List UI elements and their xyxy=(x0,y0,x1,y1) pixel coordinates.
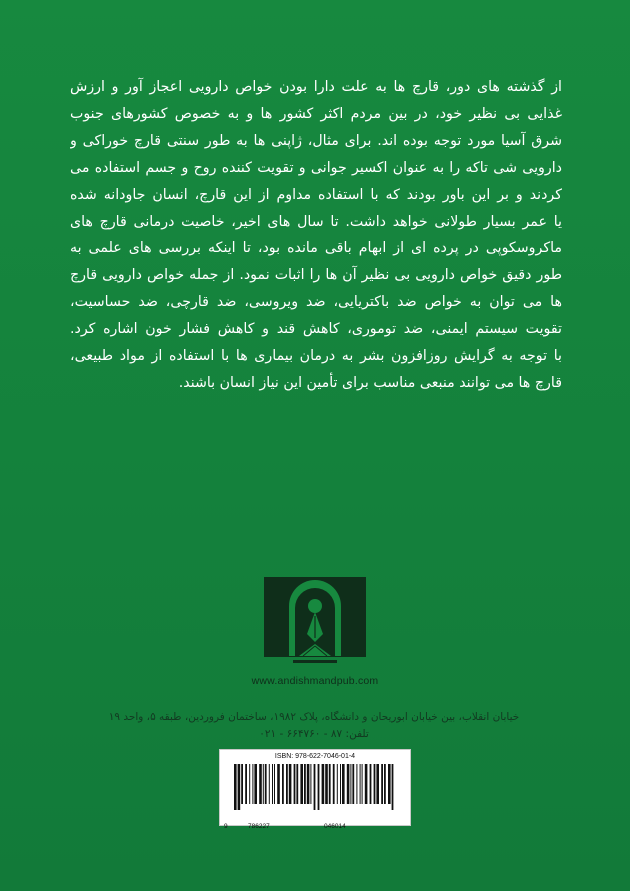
barcode-bar xyxy=(245,764,247,804)
blurb-line: شرق آسیا مورد توجه بوده اند. برای مثال، ژاپنی ها به طور سنتی قارچ خوراکی و xyxy=(70,132,562,149)
barcode-bar xyxy=(259,764,262,804)
barcode-bar xyxy=(362,764,363,804)
blurb-line: طور دقیق خواص دارویی بی نظیر آن ها را اثبات نمود. از جمله خواص دارویی قارچ xyxy=(70,267,562,284)
barcode-bar xyxy=(350,764,351,804)
back-cover-blurb xyxy=(70,74,562,397)
barcode-digit-right: 046014 xyxy=(324,823,346,830)
phone-line: تلفن: ۸۷ - ۶۶۴۷۶۰ - ۰۲۱ xyxy=(259,728,369,740)
barcode-bar xyxy=(392,764,394,810)
barcode-bar xyxy=(310,764,311,804)
barcode-bar xyxy=(286,764,288,804)
barcode-bar xyxy=(282,764,284,804)
isbn-barcode xyxy=(219,749,411,830)
barcode-bar xyxy=(238,764,241,810)
barcode-bar xyxy=(274,764,275,804)
blurb-line: تقویت سیستم ایمنی، ضد توموری، کاهش قند و کاهش فشار خون اشاره کرد. xyxy=(70,321,562,338)
blurb-line: غذایی بی نظیر خود، در بین مردم اکثر کشور ها و به خصوص کشورهای جنوب xyxy=(70,105,562,122)
barcode-bar xyxy=(304,764,306,804)
barcode-bars xyxy=(232,764,398,810)
barcode-bar xyxy=(269,764,270,804)
barcode-bar xyxy=(314,764,316,810)
barcode-bar xyxy=(342,764,345,804)
barcode-bar xyxy=(325,764,328,804)
barcode-bar xyxy=(300,764,303,804)
barcode-bar xyxy=(249,764,250,804)
blurb-line: دارویی شی تاکه را به عنوان اکسیر جوانی و تقویت کننده روح و جسم استفاده می xyxy=(70,159,562,176)
blurb-line: کردند و بر این باور بودند که با استفاده مداوم از این قارچ، انسان جاودانه شده xyxy=(70,186,562,203)
barcode-bar xyxy=(252,764,253,804)
barcode-bar xyxy=(307,764,310,804)
blurb-line: ها می توان به خواص ضد باکتریایی، ضد ویروسی، ضد قارچی، ضد حساسیت، xyxy=(70,294,562,311)
barcode-bar xyxy=(374,764,376,804)
isbn-number: ISBN: 978-622-7046-01-4 xyxy=(274,753,356,760)
barcode-digit-lead: 9 xyxy=(224,823,228,830)
address-line: خیابان انقلاب، بین خیابان ابوریحان و دانشگاه، پلاک ۱۹۸۲، ساختمان فروردین، طبقه ۵، واحد ۱۹ xyxy=(108,711,520,723)
barcode-bar xyxy=(360,764,361,804)
barcode-bar xyxy=(376,764,379,804)
barcode-bar xyxy=(289,764,292,804)
barcode-bar xyxy=(340,764,341,804)
publisher-logo xyxy=(263,576,367,668)
publisher-address xyxy=(104,709,524,743)
publisher-website: www.andishmandpub.com xyxy=(251,675,379,687)
barcode-bar xyxy=(347,764,350,804)
barcode-bar xyxy=(333,764,335,804)
barcode-bar xyxy=(384,764,386,804)
blurb-line: از گذشته های دور، قارچ ها به علت دارا بودن خواص دارویی اعجاز آور و ارزش xyxy=(70,79,562,95)
barcode-bar xyxy=(294,764,296,804)
barcode-bar xyxy=(254,764,257,804)
barcode-bar xyxy=(337,764,338,804)
barcode-bar xyxy=(329,764,331,804)
barcode-bar xyxy=(265,764,267,804)
barcode-bar xyxy=(296,764,298,804)
barcode-bar xyxy=(370,764,372,804)
barcode-bar xyxy=(272,764,273,804)
barcode-bar xyxy=(263,764,264,804)
barcode-bar xyxy=(352,764,354,804)
barcode-bar xyxy=(234,764,237,810)
barcode-bar xyxy=(365,764,368,804)
barcode-bar xyxy=(322,764,325,804)
barcode-bar xyxy=(277,764,280,804)
blurb-line: قارچ ها می توانند منبعی مناسب برای تأمین این نیاز انسان باشند. xyxy=(178,374,562,391)
barcode-bar xyxy=(241,764,243,804)
barcode-bar xyxy=(356,764,357,804)
barcode-bar xyxy=(318,764,320,810)
barcode-digit-left: 786227 xyxy=(248,823,270,830)
blurb-line: ماکروسکوپی در پرده ای از ابهام باقی مانده بود، تا اینکه بررسی های علمی به xyxy=(70,240,562,257)
blurb-line: با توجه به گرایش روزافزون بشر به درمان بیماری ها با استفاده از مواد طبیعی، xyxy=(70,348,562,365)
barcode-bar xyxy=(381,764,383,804)
barcode-bar xyxy=(388,764,391,804)
blurb-line: یا عمر بسیار طولانی خواهد داشت. تا سال های اخیر، خاصیت درمانی قارچ های xyxy=(70,213,562,230)
